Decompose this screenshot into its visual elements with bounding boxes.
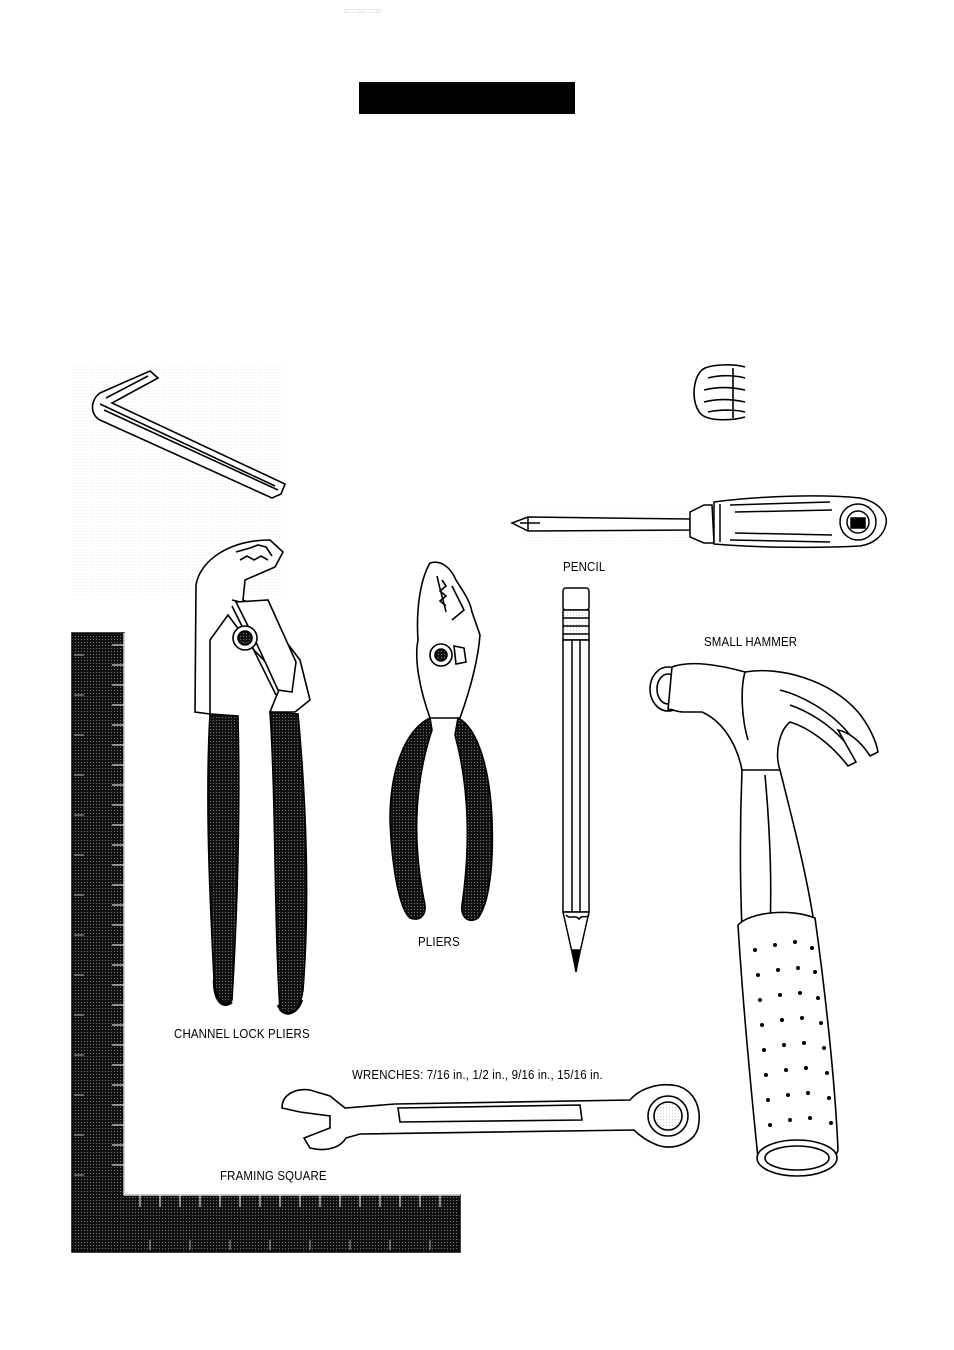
- screwdriver-head-icon: [694, 365, 745, 420]
- pliers-icon: [390, 562, 492, 920]
- framing-square-label: FRAMING SQUARE: [220, 1168, 327, 1183]
- small-hammer-label: SMALL HAMMER: [704, 634, 798, 649]
- channel-lock-pliers-icon: [195, 540, 310, 1014]
- pliers-label: PLIERS: [418, 934, 460, 949]
- wrenches-label: WRENCHES: 7/16 in., 1/2 in., 9/16 in., 15/16 in.: [352, 1067, 603, 1082]
- pencil-label: PENCIL: [563, 559, 606, 574]
- pencil-icon: [563, 588, 589, 972]
- wrench-icon: [282, 1085, 699, 1150]
- framing-square-icon: [72, 633, 460, 1252]
- channel-lock-pliers-label: CHANNEL LOCK PLIERS: [174, 1026, 310, 1041]
